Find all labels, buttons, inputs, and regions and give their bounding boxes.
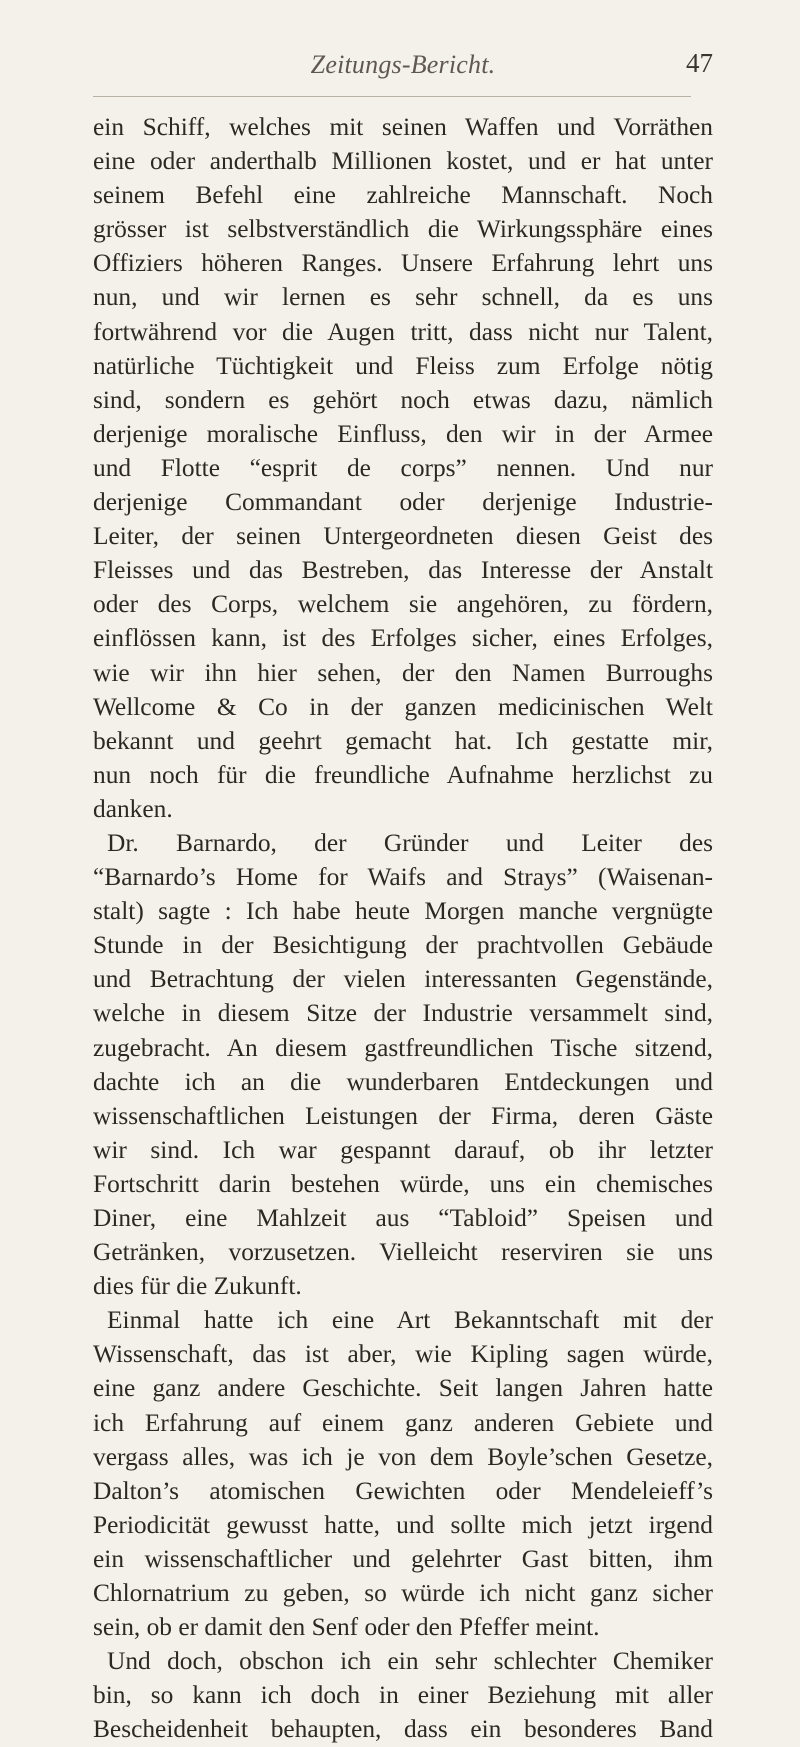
running-title: Zeitungs-Bericht. <box>310 50 496 79</box>
text-line: grösser ist selbstverständlich die Wirkungssphäre eines <box>93 215 713 244</box>
text-line: und Betrachtung der vielen interessanten Gegenstände, <box>93 965 713 994</box>
text-line: zugebracht. An diesem gastfreundlichen Tische sitzend, <box>93 1033 713 1062</box>
text-line: stalt) sagte : Ich habe heute Morgen manche vergnügte <box>93 897 713 926</box>
paragraph <box>93 1644 713 1746</box>
body-text <box>93 110 713 1747</box>
text-line: ich Erfahrung auf einem ganz anderen Gebiete und <box>93 1408 713 1437</box>
text-line: Leiter, der seinen Untergeordneten diesen Geist des <box>93 522 713 551</box>
text-line: einflössen kann, ist des Erfolges sicher, eines Erfolges, <box>93 624 713 653</box>
page-number: 47 <box>686 48 713 78</box>
text-line: Bescheidenheit behaupten, dass ein besonderes Band <box>93 1715 713 1744</box>
paragraph <box>93 826 713 1303</box>
text-line: Chlornatrium zu geben, so würde ich nicht ganz sicher <box>93 1579 713 1608</box>
text-line: Wellcome & Co in der ganzen medicinischen Welt <box>93 692 713 721</box>
text-line: welche in diesem Sitze der Industrie versammelt sind, <box>93 999 713 1028</box>
text-line: dachte ich an die wunderbaren Entdeckungen und <box>93 1067 713 1096</box>
text-line: bin, so kann ich doch in einer Beziehung mit aller <box>93 1681 713 1710</box>
text-line: Fleisses und das Bestreben, das Interesse der Anstalt <box>93 556 713 585</box>
text-line: nun noch für die freundliche Aufnahme herzlichst zu <box>93 760 713 789</box>
text-line: wir sind. Ich war gespannt darauf, ob ihr letzter <box>93 1135 713 1164</box>
text-line: eine oder anderthalb Millionen kostet, und er hat unter <box>93 147 713 176</box>
text-line: und Flotte “esprit de corps” nennen. Und nur <box>93 453 713 482</box>
text-line: fortwährend vor die Augen tritt, dass nicht nur Talent, <box>93 317 713 346</box>
text-line: Dr. Barnardo, der Gründer und Leiter des <box>107 828 713 857</box>
text-line: wie wir ihn hier sehen, der den Namen Burroughs <box>93 658 713 687</box>
text-line: Getränken, vorzusetzen. Vielleicht reserviren sie uns <box>93 1238 713 1267</box>
text-line: Fortschritt darin bestehen würde, uns ein chemisches <box>93 1169 713 1198</box>
paragraph <box>93 1303 713 1644</box>
text-line: ein wissenschaftlicher und gelehrter Gast bitten, ihm <box>93 1544 713 1573</box>
text-line: Offiziers höheren Ranges. Unsere Erfahrung lehrt uns <box>93 249 713 278</box>
text-line: Einmal hatte ich eine Art Bekanntschaft mit der <box>107 1306 713 1335</box>
running-head <box>93 46 713 100</box>
paragraph <box>93 110 713 826</box>
text-line: “Barnardo’s Home for Waifs and Strays” (Waisenan- <box>93 863 713 892</box>
text-line: Stunde in der Besichtigung der prachtvollen Gebäude <box>93 931 713 960</box>
text-line: Periodicität gewusst hatte, und sollte mich jetzt irgend <box>93 1510 713 1539</box>
text-line: ein Schiff, welches mit seinen Waffen und Vorräthen <box>93 113 713 141</box>
text-line: eine ganz andere Geschichte. Seit langen Jahren hatte <box>93 1374 713 1403</box>
text-line: dies für die Zukunft. <box>93 1272 302 1301</box>
text-line: vergass alles, was ich je von dem Boyle’schen Gesetze, <box>93 1442 713 1471</box>
text-line: Diner, eine Mahlzeit aus “Tabloid” Speisen und <box>93 1204 713 1232</box>
text-line: sind, sondern es gehört noch etwas dazu, nämlich <box>93 385 713 414</box>
text-line: derjenige Commandant oder derjenige Industrie- <box>93 488 713 517</box>
text-line: seinem Befehl eine zahlreiche Mannschaft. Noch <box>93 181 713 210</box>
text-line: Und doch, obschon ich ein sehr schlechter Chemiker <box>107 1647 713 1676</box>
text-line: oder des Corps, welchem sie angehören, zu fördern, <box>93 590 713 619</box>
text-line: natürliche Tüchtigkeit und Fleiss zum Erfolge nötig <box>93 351 713 380</box>
text-line: sein, ob er damit den Senf oder den Pfeffer meint. <box>93 1613 600 1642</box>
text-line: Dalton’s atomischen Gewichten oder Mendeleieff’s <box>93 1476 713 1505</box>
text-line: bekannt und geehrt gemacht hat. Ich gestatte mir, <box>93 726 713 755</box>
text-line: danken. <box>93 794 173 823</box>
text-line: derjenige moralische Einfluss, den wir in der Armee <box>93 419 713 448</box>
text-line: wissenschaftlichen Leistungen der Firma, deren Gäste <box>93 1101 713 1130</box>
text-line: nun, und wir lernen es sehr schnell, da es uns <box>93 283 713 312</box>
text-line: Wissenschaft, das ist aber, wie Kipling sagen würde, <box>93 1340 713 1369</box>
header-rule <box>93 96 691 97</box>
